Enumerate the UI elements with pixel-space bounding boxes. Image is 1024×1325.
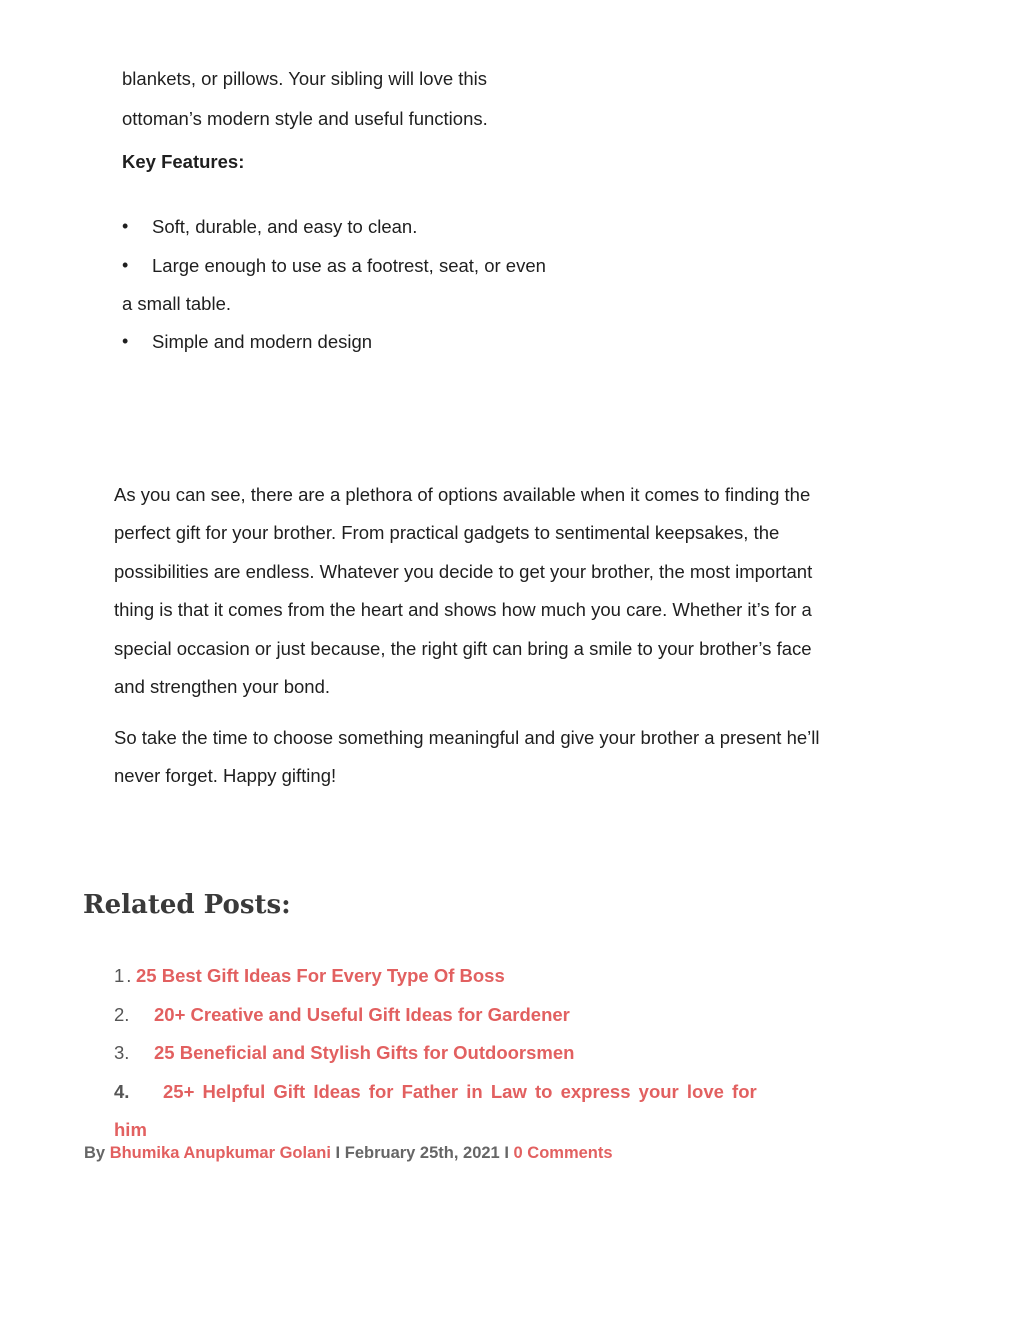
comments-link[interactable]: 0 Comments bbox=[513, 1144, 613, 1162]
post-date: February 25th, 2021 bbox=[344, 1144, 500, 1162]
intro-line: ottoman’s modern style and useful functions. bbox=[122, 108, 488, 129]
key-features-heading: Key Features: bbox=[122, 151, 245, 172]
bullet-icon: • bbox=[122, 255, 129, 275]
feature-item: Large enough to use as a footrest, seat, or even bbox=[152, 255, 546, 276]
related-post-number: 3. bbox=[114, 1042, 130, 1063]
byline-by: By bbox=[84, 1144, 106, 1162]
feature-item-continuation: a small table. bbox=[122, 293, 231, 314]
related-post-link[interactable]: 25 Best Gift Ideas For Every Type Of Boss bbox=[136, 965, 505, 986]
author-link[interactable]: Bhumika Anupkumar Golani bbox=[109, 1144, 331, 1162]
byline-separator: I bbox=[335, 1144, 341, 1162]
paragraph-line: never forget. Happy gifting! bbox=[114, 765, 337, 786]
paragraph-line: thing is that it comes from the heart and shows how much you care. Whether it’s for a bbox=[114, 599, 812, 620]
related-post-link[interactable]: 20+ Creative and Useful Gift Ideas for Gardener bbox=[154, 1004, 570, 1025]
related-post-link[interactable]: 25 Beneficial and Stylish Gifts for Outdoorsmen bbox=[154, 1042, 575, 1063]
feature-item: Soft, durable, and easy to clean. bbox=[152, 216, 418, 237]
related-post-number: 2. bbox=[114, 1004, 130, 1025]
paragraph-line: As you can see, there are a plethora of options available when it comes to finding the bbox=[114, 484, 811, 505]
paragraph-line: perfect gift for your brother. From practical gadgets to sentimental keepsakes, the bbox=[114, 522, 780, 543]
paragraph-line: and strengthen your bond. bbox=[114, 676, 330, 697]
post-byline bbox=[84, 1144, 613, 1163]
related-post-number: 4. bbox=[114, 1081, 130, 1102]
related-post-number: 1. bbox=[114, 965, 134, 986]
paragraph-line: So take the time to choose something meaningful and give your brother a present he’ll bbox=[114, 727, 820, 748]
bullet-icon: • bbox=[122, 331, 129, 351]
intro-line: blankets, or pillows. Your sibling will love this bbox=[122, 68, 488, 89]
related-post-link[interactable]: 25+ Helpful Gift Ideas for Father in Law to express your love for bbox=[163, 1081, 757, 1102]
byline-separator: I bbox=[504, 1144, 509, 1162]
paragraph-line: special occasion or just because, the right gift can bring a smile to your brother’s face bbox=[114, 638, 812, 659]
paragraph-line: possibilities are endless. Whatever you decide to get your brother, the most important bbox=[114, 561, 813, 582]
related-posts-heading: Related Posts: bbox=[83, 890, 291, 920]
feature-item: Simple and modern design bbox=[152, 331, 373, 352]
bullet-icon: • bbox=[122, 216, 129, 236]
related-post-link-continuation[interactable]: him bbox=[114, 1119, 147, 1140]
